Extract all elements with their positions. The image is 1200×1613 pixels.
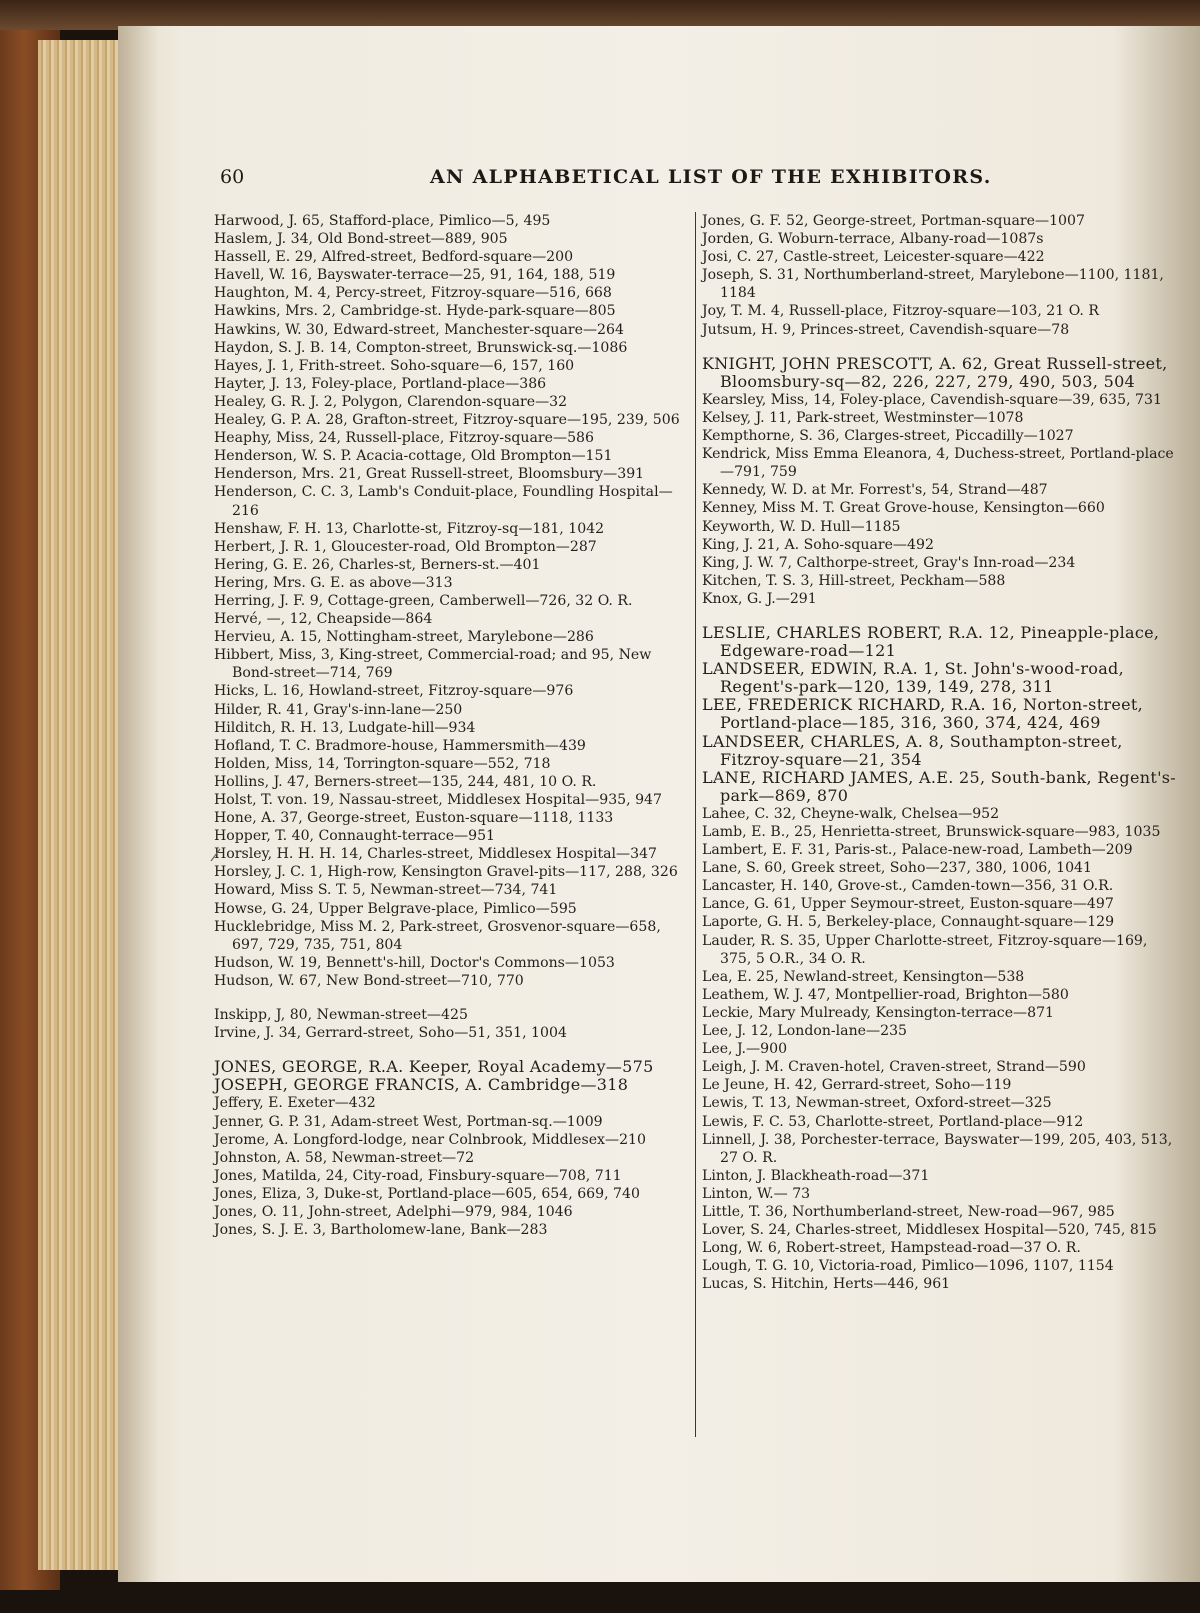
exhibitor-entry: Lambert, E. F. 31, Paris-st., Palace-new-road, Lambeth—209 [702, 842, 1133, 859]
exhibitor-entry: Hering, G. E. 26, Charles-st, Berners-st.—401 [214, 556, 541, 573]
exhibitor-entry: Herring, J. F. 9, Cottage-green, Camberwell—726, 32 O. R. [214, 592, 633, 609]
academician-entry: LANE, RICHARD JAMES, A.E. 25, South-bank, Regent's-park—869, 870 [702, 767, 1176, 805]
exhibitor-entry: Lance, G. 61, Upper Seymour-street, Euston-square—497 [702, 896, 1114, 913]
exhibitor-entry: Le Jeune, H. 42, Gerrard-street, Soho—119 [702, 1077, 1012, 1094]
exhibitor-entry: Healey, G. P. A. 28, Grafton-street, Fitzroy-square—195, 239, 506 [214, 412, 680, 429]
exhibitor-entry: Inskipp, J, 80, Newman-street—425 [214, 1007, 468, 1024]
academician-entry: LANDSEER, CHARLES, A. 8, Southampton-street, Fitzroy-square—21, 354 [702, 731, 1123, 769]
exhibitor-entry: Hawkins, W. 30, Edward-street, Manchester-square—264 [214, 321, 624, 338]
exhibitor-entry: Linnell, J. 38, Porchester-terrace, Bayswater—199, 205, 403, 513, 27 O. R. [702, 1131, 1173, 1166]
exhibitor-entry: Lough, T. G. 10, Victoria-road, Pimlico—1096, 1107, 1154 [702, 1258, 1114, 1275]
exhibitor-entry: Lancaster, H. 140, Grove-st., Camden-town—356, 31 O.R. [702, 878, 1114, 895]
exhibitor-entry: Kendrick, Miss Emma Eleanora, 4, Duchess-street, Portland-place—791, 759 [702, 446, 1174, 481]
exhibitor-entry: Lee, J.—900 [702, 1041, 788, 1058]
exhibitor-entry: Jones, Matilda, 24, City-road, Finsbury-square—708, 711 [214, 1167, 622, 1184]
left-column [214, 212, 688, 1239]
exhibitor-entry: Lahee, C. 32, Cheyne-walk, Chelsea—952 [702, 805, 1000, 822]
exhibitor-entry: Irvine, J. 34, Gerrard-street, Soho—51, 351, 1004 [214, 1025, 567, 1042]
exhibitor-entry: Lewis, F. C. 53, Charlotte-street, Portland-place—912 [702, 1113, 1084, 1130]
exhibitor-entry: Hilditch, R. H. 13, Ludgate-hill—934 [214, 719, 476, 736]
book-page [118, 26, 1200, 1582]
exhibitor-entry: Lee, J. 12, London-lane—235 [702, 1023, 907, 1040]
exhibitor-entry: Kempthorne, S. 36, Clarges-street, Piccadilly—1027 [702, 428, 1074, 445]
exhibitor-entry: Jeffery, E. Exeter—432 [214, 1095, 376, 1112]
exhibitor-entry: Hicks, L. 16, Howland-street, Fitzroy-square—976 [214, 683, 574, 700]
exhibitor-entry: Henderson, C. C. 3, Lamb's Conduit-place, Foundling Hospital—216 [214, 484, 673, 519]
exhibitor-entry: Hassell, E. 29, Alfred-street, Bedford-square—200 [214, 249, 574, 266]
exhibitor-entry: Jenner, G. P. 31, Adam-street West, Portman-sq.—1009 [214, 1113, 603, 1130]
exhibitor-entry: Hollins, J. 47, Berners-street—135, 244, 481, 10 O. R. [214, 773, 597, 790]
exhibitor-entry: Henderson, Mrs. 21, Great Russell-street, Bloomsbury—391 [214, 466, 645, 483]
exhibitor-entry: Johnston, A. 58, Newman-street—72 [214, 1149, 475, 1166]
exhibitor-entry: Hilder, R. 41, Gray's-inn-lane—250 [214, 701, 463, 718]
exhibitor-entry: Lewis, T. 13, Newman-street, Oxford-street—325 [702, 1095, 1052, 1112]
academician-entry: LESLIE, CHARLES ROBERT, R.A. 12, Pineapple-place, Edgeware-road—121 [702, 622, 1160, 661]
section-gap [702, 339, 1182, 355]
exhibitor-entry: Kearsley, Miss, 14, Foley-place, Cavendish-square—39, 635, 731 [702, 391, 1162, 408]
exhibitor-entry: Leathem, W. J. 47, Montpellier-road, Brighton—580 [702, 986, 1069, 1003]
exhibitor-entry: Howse, G. 24, Upper Belgrave-place, Pimlico—595 [214, 900, 577, 917]
exhibitor-entry: Knox, G. J.—291 [702, 590, 817, 607]
exhibitor-entry: Lucas, S. Hitchin, Herts—446, 961 [702, 1276, 951, 1293]
exhibitor-entry: Haslem, J. 34, Old Bond-street—889, 905 [214, 231, 508, 248]
right-column [702, 212, 1182, 1293]
exhibitor-entry: Hervé, —, 12, Cheapside—864 [214, 611, 433, 628]
exhibitor-entry: Jones, Eliza, 3, Duke-st, Portland-place—605, 654, 669, 740 [214, 1185, 640, 1202]
exhibitor-entry: Holst, T. von. 19, Nassau-street, Middlesex Hospital—935, 947 [214, 792, 662, 808]
exhibitor-entry: Kelsey, J. 11, Park-street, Westminster—1078 [702, 409, 1024, 426]
section-gap [702, 608, 1182, 624]
pencil-mark-icon [210, 846, 222, 862]
exhibitor-entry: Lamb, E. B., 25, Henrietta-street, Brunswick-square—983, 1035 [702, 824, 1161, 840]
exhibitor-entry: Hervieu, A. 15, Nottingham-street, Marylebone—286 [214, 629, 594, 646]
exhibitor-entry: King, J. W. 7, Calthorpe-street, Gray's Inn-road—234 [702, 554, 1076, 571]
page-gutter-shadow [118, 26, 158, 1582]
exhibitor-entry: Laporte, G. H. 5, Berkeley-place, Connaught-square—129 [702, 914, 1115, 931]
exhibitor-entry: Linton, J. Blackheath-road—371 [702, 1167, 930, 1184]
exhibitor-entry: Jones, S. J. E. 3, Bartholomew-lane, Bank—283 [214, 1222, 548, 1239]
exhibitor-entry: Hone, A. 37, George-street, Euston-square—1118, 1133 [214, 810, 614, 827]
exhibitor-entry: Hayter, J. 13, Foley-place, Portland-place—386 [214, 375, 547, 392]
section-gap [214, 990, 688, 1006]
exhibitor-entry: Jones, G. F. 52, George-street, Portman-square—1007 [702, 213, 1085, 229]
exhibitor-entry: Hayes, J. 1, Frith-street. Soho-square—6, 157, 160 [214, 357, 575, 374]
exhibitor-entry: Leckie, Mary Mulready, Kensington-terrace—871 [702, 1004, 1055, 1021]
exhibitor-entry: Jones, O. 11, John-street, Adelphi—979, 984, 1046 [214, 1203, 573, 1220]
exhibitor-entry: Hudson, W. 67, New Bond-street—710, 770 [214, 972, 524, 989]
exhibitor-entry: Lauder, R. S. 35, Upper Charlotte-street, Fitzroy-square—169, 375, 5 O.R., 34 O. R. [702, 932, 1148, 967]
running-head [118, 166, 1200, 198]
page-number: 60 [220, 166, 245, 188]
exhibitor-entry: Hucklebridge, Miss M. 2, Park-street, Grosvenor-square—658, 697, 729, 735, 751, 804 [214, 918, 661, 953]
exhibitor-entry: Healey, G. R. J. 2, Polygon, Clarendon-square—32 [214, 393, 568, 410]
exhibitor-entry: Holden, Miss, 14, Torrington-square—552, 718 [214, 755, 551, 772]
exhibitor-entry: Herbert, J. R. 1, Gloucester-road, Old Brompton—287 [214, 538, 597, 555]
exhibitor-entry: Joy, T. M. 4, Russell-place, Fitzroy-square—103, 21 O. R [702, 303, 1099, 320]
academician-entry: LANDSEER, EDWIN, R.A. 1, St. John's-wood-road, Regent's-park—120, 139, 149, 278, 311 [702, 659, 1124, 697]
page-block-edges [38, 40, 128, 1570]
exhibitor-entry: Jerome, A. Longford-lodge, near Colnbrook, Middlesex—210 [214, 1131, 646, 1148]
exhibitor-entry: Kitchen, T. S. 3, Hill-street, Peckham—588 [702, 572, 1006, 589]
exhibitor-entry: Kennedy, W. D. at Mr. Forrest's, 54, Strand—487 [702, 482, 1048, 499]
exhibitor-entry: Havell, W. 16, Bayswater-terrace—25, 91, 164, 188, 519 [214, 267, 616, 284]
exhibitor-entry: Howard, Miss S. T. 5, Newman-street—734, 741 [214, 882, 558, 899]
exhibitor-entry: Joseph, S. 31, Northumberland-street, Marylebone—1100, 1181, 1184 [702, 267, 1164, 302]
exhibitor-entry: Josi, C. 27, Castle-street, Leicester-square—422 [702, 249, 1045, 266]
exhibitor-entry: Henshaw, F. H. 13, Charlotte-st, Fitzroy-sq—181, 1042 [214, 520, 605, 537]
exhibitor-entry: Little, T. 36, Northumberland-street, New-road—967, 985 [702, 1203, 1115, 1220]
exhibitor-entry: Hibbert, Miss, 3, King-street, Commercial-road; and 95, New Bond-street—714, 769 [214, 647, 652, 682]
exhibitor-entry: Hering, Mrs. G. E. as above—313 [214, 574, 453, 591]
column-divider [695, 212, 696, 1437]
exhibitor-entry: Jutsum, H. 9, Princes-street, Cavendish-square—78 [702, 321, 1070, 338]
exhibitor-entry: Lover, S. 24, Charles-street, Middlesex Hospital—520, 745, 815 [702, 1222, 1157, 1239]
exhibitor-entry: Henderson, W. S. P. Acacia-cottage, Old Brompton—151 [214, 448, 613, 465]
page-title: AN ALPHABETICAL LIST OF THE EXHIBITORS. [430, 166, 992, 188]
academician-entry: JOSEPH, GEORGE FRANCIS, A. Cambridge—318 [214, 1075, 629, 1095]
exhibitor-entry: Lane, S. 60, Greek street, Soho—237, 380, 1006, 1041 [702, 860, 1092, 877]
exhibitor-entry: King, J. 21, A. Soho-square—492 [702, 536, 934, 553]
exhibitor-entry: Haughton, M. 4, Percy-street, Fitzroy-square—516, 668 [214, 285, 612, 302]
academician-entry: LEE, FREDERICK RICHARD, R.A. 16, Norton-street, Portland-place—185, 316, 360, 374, 424, 469 [702, 695, 1144, 733]
exhibitor-entry: Long, W. 6, Robert-street, Hampstead-road—37 O. R. [702, 1240, 1081, 1257]
exhibitor-entry: Lea, E. 25, Newland-street, Kensington—538 [702, 968, 1025, 985]
exhibitor-entry: Heaphy, Miss, 24, Russell-place, Fitzroy-square—586 [214, 430, 594, 447]
academician-entry: KNIGHT, JOHN PRESCOTT, A. 62, Great Russell-street, Bloomsbury-sq—82, 226, 227, 279, 490, 503, 504 [702, 353, 1168, 391]
exhibitor-entry: Hopper, T. 40, Connaught-terrace—951 [214, 828, 496, 845]
exhibitor-entry: Hawkins, Mrs. 2, Cambridge-st. Hyde-park-square—805 [214, 303, 616, 320]
exhibitor-entry: Hudson, W. 19, Bennett's-hill, Doctor's Commons—1053 [214, 954, 615, 971]
exhibitor-entry: Linton, W.— 73 [702, 1185, 811, 1202]
exhibitor-entry: Keyworth, W. D. Hull—1185 [702, 518, 901, 535]
exhibitor-entry: Kenney, Miss M. T. Great Grove-house, Kensington—660 [702, 500, 1105, 517]
exhibitor-entry: Jorden, G. Woburn-terrace, Albany-road—1087s [702, 231, 1044, 248]
exhibitor-entry: Haydon, S. J. B. 14, Compton-street, Brunswick-sq.—1086 [214, 339, 628, 356]
exhibitor-entry: Horsley, J. C. 1, High-row, Kensington Gravel-pits—117, 288, 326 [214, 864, 678, 881]
exhibitor-entry: Harwood, J. 65, Stafford-place, Pimlico—5, 495 [214, 213, 551, 229]
section-gap [214, 1042, 688, 1058]
exhibitor-entry: Hofland, T. C. Bradmore-house, Hammersmith—439 [214, 737, 586, 754]
exhibitor-entry: Horsley, H. H. H. 14, Charles-street, Middlesex Hospital—347 [214, 846, 658, 863]
exhibitor-entry: Leigh, J. M. Craven-hotel, Craven-street, Strand—590 [702, 1059, 1086, 1076]
academician-entry: JONES, GEORGE, R.A. Keeper, Royal Academy—575 [214, 1057, 654, 1077]
